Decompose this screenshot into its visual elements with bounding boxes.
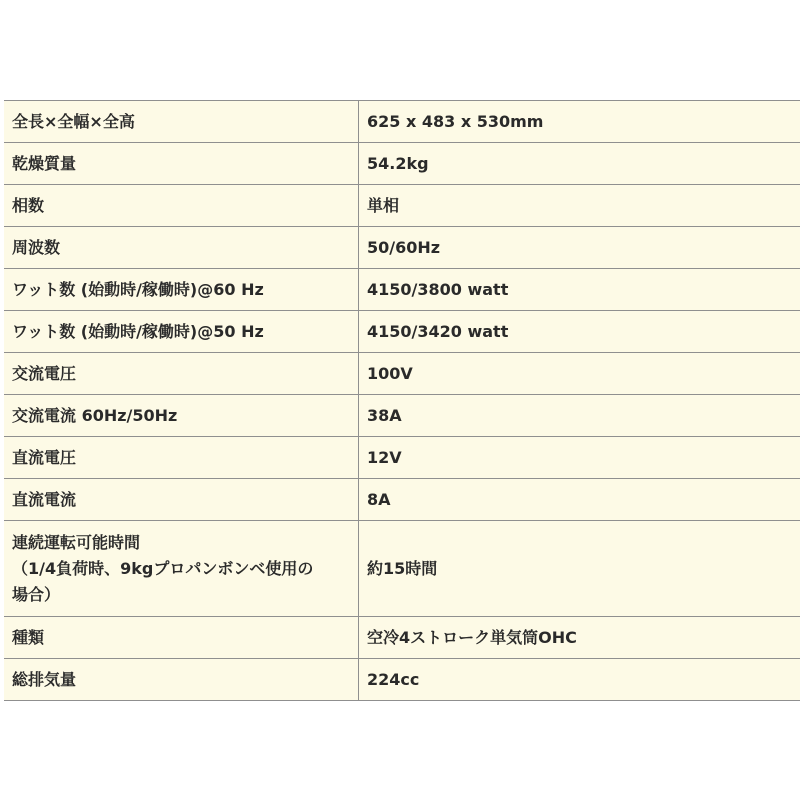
spec-value: 8A (359, 479, 800, 521)
spec-label-line: 連続運転可能時間 (12, 532, 141, 552)
spec-value: 4150/3420 watt (359, 311, 800, 353)
spec-label: 交流電流 60Hz/50Hz (4, 395, 359, 437)
spec-label: 種類 (4, 617, 359, 659)
spec-label: 周波数 (4, 227, 359, 269)
spec-value: 54.2kg (359, 143, 800, 185)
table-row (4, 353, 800, 395)
table-row (4, 143, 800, 185)
spec-label: 乾燥質量 (4, 143, 359, 185)
spec-value: 625 x 483 x 530mm (359, 101, 800, 143)
spec-label: ワット数 (始動時/稼働時)@50 Hz (4, 311, 359, 353)
spec-value: 12V (359, 437, 800, 479)
spec-label: 直流電圧 (4, 437, 359, 479)
table-row (4, 101, 800, 143)
spec-value: 単相 (359, 185, 800, 227)
table-row (4, 479, 800, 521)
spec-table (4, 100, 800, 701)
table-row (4, 395, 800, 437)
table-row (4, 617, 800, 659)
spec-label: 総排気量 (4, 659, 359, 701)
spec-label-line: （1/4負荷時、9kgプロパンボンベ使用の (12, 558, 314, 578)
spec-value: 224cc (359, 659, 800, 701)
table-row (4, 227, 800, 269)
table-row (4, 311, 800, 353)
spec-label: 相数 (4, 185, 359, 227)
spec-label: ワット数 (始動時/稼働時)@60 Hz (4, 269, 359, 311)
table-row (4, 269, 800, 311)
spec-label (4, 521, 359, 617)
spec-value: 50/60Hz (359, 227, 800, 269)
spec-value: 100V (359, 353, 800, 395)
spec-value: 約15時間 (359, 521, 800, 617)
spec-label-line: 場合） (12, 584, 61, 604)
table-row (4, 185, 800, 227)
spec-value: 4150/3800 watt (359, 269, 800, 311)
spec-label: 交流電圧 (4, 353, 359, 395)
spec-value: 空冷4ストローク単気筒OHC (359, 617, 800, 659)
spec-value: 38A (359, 395, 800, 437)
table-row (4, 521, 800, 617)
table-row (4, 659, 800, 701)
spec-label: 直流電流 (4, 479, 359, 521)
table-row (4, 437, 800, 479)
spec-label: 全長×全幅×全高 (4, 101, 359, 143)
